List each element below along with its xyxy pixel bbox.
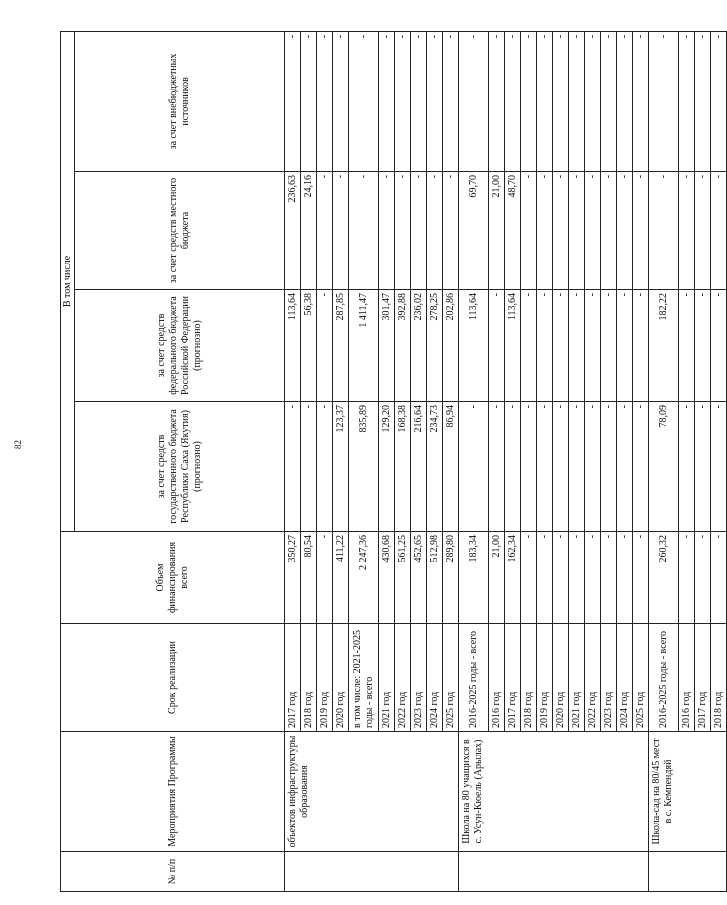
cell-republic-budget: - <box>617 402 633 532</box>
cell-extrabudgetary: - <box>505 31 521 171</box>
header-num: № п/п <box>61 852 285 892</box>
header-local-budget: за счет средств местного бюджета <box>75 172 285 290</box>
cell-total: - <box>617 532 633 624</box>
cell-federal-budget: - <box>601 290 617 402</box>
cell-local-budget: - <box>379 172 395 290</box>
cell-local-budget: 21,00 <box>489 172 505 290</box>
cell-total: 162,34 <box>505 532 521 624</box>
cell-extrabudgetary: - <box>649 31 679 171</box>
cell-republic-budget: - <box>585 402 601 532</box>
cell-total: - <box>553 532 569 624</box>
cell-extrabudgetary: - <box>427 31 443 171</box>
cell-local-budget: - <box>333 172 349 290</box>
cell-period: 2016-2025 годы - всего <box>649 624 679 732</box>
cell-total: - <box>569 532 585 624</box>
cell-total: - <box>695 532 711 624</box>
cell-period: в том числе: 2021-2025 годы - всего <box>349 624 379 732</box>
cell-total: - <box>711 532 727 624</box>
page-number: 82 <box>13 440 23 449</box>
cell-extrabudgetary: - <box>711 31 727 171</box>
cell-extrabudgetary: - <box>585 31 601 171</box>
cell-republic-budget: 123,37 <box>333 402 349 532</box>
cell-local-budget: - <box>537 172 553 290</box>
cell-period: 2022 год <box>395 624 411 732</box>
cell-period: 2020 год <box>333 624 349 732</box>
cell-total: - <box>317 532 333 624</box>
cell-period: 2022 год <box>585 624 601 732</box>
header-extrabudgetary: за счет внебюджетных источников <box>75 31 285 171</box>
cell-republic-budget: 216,64 <box>411 402 427 532</box>
cell-total: 452,65 <box>411 532 427 624</box>
cell-republic-budget: 168,38 <box>395 402 411 532</box>
header-republic-budget: за счет средств государственного бюджета Республики Саха (Якутия) (прогнозно) <box>75 402 285 532</box>
table-body <box>285 31 727 891</box>
cell-total: 411,22 <box>333 532 349 624</box>
table-header <box>61 31 285 891</box>
cell-republic-budget: - <box>711 402 727 532</box>
cell-federal-budget: 392,88 <box>395 290 411 402</box>
cell-total: 2 247,36 <box>349 532 379 624</box>
cell-extrabudgetary: - <box>317 31 333 171</box>
cell-local-budget: - <box>443 172 459 290</box>
cell-federal-budget: - <box>679 290 695 402</box>
cell-total: 183,34 <box>459 532 489 624</box>
cell-federal-budget: 182,22 <box>649 290 679 402</box>
cell-num <box>649 852 727 892</box>
cell-local-budget: - <box>411 172 427 290</box>
cell-federal-budget: - <box>521 290 537 402</box>
cell-federal-budget: - <box>489 290 505 402</box>
cell-extrabudgetary: - <box>569 31 585 171</box>
cell-period: 2016 год <box>679 624 695 732</box>
cell-local-budget: - <box>395 172 411 290</box>
cell-local-budget: 69,70 <box>459 172 489 290</box>
cell-republic-budget: - <box>285 402 301 532</box>
cell-total: 260,32 <box>649 532 679 624</box>
cell-local-budget: - <box>569 172 585 290</box>
cell-period: 2025 год <box>443 624 459 732</box>
cell-period: 2019 год <box>317 624 333 732</box>
cell-federal-budget: - <box>617 290 633 402</box>
cell-period: 2016-2025 годы - всего <box>459 624 489 732</box>
cell-federal-budget: 287,85 <box>333 290 349 402</box>
cell-republic-budget: - <box>521 402 537 532</box>
cell-extrabudgetary: - <box>617 31 633 171</box>
cell-local-budget: - <box>601 172 617 290</box>
cell-federal-budget: - <box>553 290 569 402</box>
header-period: Срок реализации <box>61 624 285 732</box>
cell-federal-budget: 301,47 <box>379 290 395 402</box>
cell-period: 2017 год <box>695 624 711 732</box>
cell-republic-budget: - <box>489 402 505 532</box>
cell-republic-budget: 78,09 <box>649 402 679 532</box>
cell-period: 2017 год <box>285 624 301 732</box>
cell-republic-budget: 129,20 <box>379 402 395 532</box>
cell-extrabudgetary: - <box>411 31 427 171</box>
cell-extrabudgetary: - <box>301 31 317 171</box>
cell-period: 2020 год <box>553 624 569 732</box>
cell-republic-budget: - <box>679 402 695 532</box>
cell-period: 2019 год <box>537 624 553 732</box>
cell-period: 2024 год <box>427 624 443 732</box>
cell-extrabudgetary: - <box>601 31 617 171</box>
cell-republic-budget: 234,73 <box>427 402 443 532</box>
cell-federal-budget: - <box>695 290 711 402</box>
cell-event: Школа-сад на 80/45 мест в с. Кемпендяй <box>649 732 727 852</box>
cell-local-budget: - <box>633 172 649 290</box>
cell-total: 350,27 <box>285 532 301 624</box>
cell-period: 2023 год <box>411 624 427 732</box>
cell-total: 80,54 <box>301 532 317 624</box>
cell-period: 2018 год <box>521 624 537 732</box>
cell-event: Школа на 80 учащихся в с. Усун-Кюель (Арылах) <box>459 732 649 852</box>
cell-extrabudgetary: - <box>537 31 553 171</box>
cell-republic-budget: - <box>537 402 553 532</box>
rotated-page-content <box>60 32 724 892</box>
cell-total: 512,98 <box>427 532 443 624</box>
cell-period: 2016 год <box>489 624 505 732</box>
cell-period: 2023 год <box>601 624 617 732</box>
cell-local-budget: - <box>585 172 601 290</box>
cell-local-budget: - <box>695 172 711 290</box>
cell-total: - <box>679 532 695 624</box>
cell-republic-budget: - <box>459 402 489 532</box>
cell-extrabudgetary: - <box>695 31 711 171</box>
cell-federal-budget: - <box>317 290 333 402</box>
cell-local-budget: - <box>649 172 679 290</box>
cell-total: - <box>633 532 649 624</box>
cell-federal-budget: 113,64 <box>459 290 489 402</box>
cell-federal-budget: 113,64 <box>285 290 301 402</box>
cell-extrabudgetary: - <box>443 31 459 171</box>
table-row <box>285 31 301 891</box>
cell-federal-budget: - <box>537 290 553 402</box>
cell-period: 2018 год <box>711 624 727 732</box>
cell-total: 21,00 <box>489 532 505 624</box>
cell-extrabudgetary: - <box>633 31 649 171</box>
cell-republic-budget: - <box>695 402 711 532</box>
cell-federal-budget: 278,25 <box>427 290 443 402</box>
cell-period: 2025 год <box>633 624 649 732</box>
cell-republic-budget: - <box>317 402 333 532</box>
cell-local-budget: - <box>617 172 633 290</box>
cell-local-budget: - <box>427 172 443 290</box>
cell-federal-budget: 236,02 <box>411 290 427 402</box>
cell-total: - <box>601 532 617 624</box>
cell-extrabudgetary: - <box>379 31 395 171</box>
header-total: Объем финансирования всего <box>61 532 285 624</box>
cell-republic-budget: - <box>301 402 317 532</box>
header-event: Мероприятия Программы <box>61 732 285 852</box>
cell-total: - <box>537 532 553 624</box>
cell-extrabudgetary: - <box>285 31 301 171</box>
cell-total: 430,68 <box>379 532 395 624</box>
cell-federal-budget: - <box>585 290 601 402</box>
cell-local-budget: - <box>349 172 379 290</box>
cell-extrabudgetary: - <box>521 31 537 171</box>
cell-extrabudgetary: - <box>553 31 569 171</box>
cell-local-budget: 48,70 <box>505 172 521 290</box>
cell-local-budget: - <box>317 172 333 290</box>
cell-republic-budget: 835,89 <box>349 402 379 532</box>
cell-period: 2024 год <box>617 624 633 732</box>
cell-local-budget: 236,63 <box>285 172 301 290</box>
cell-period: 2018 год <box>301 624 317 732</box>
cell-republic-budget: - <box>633 402 649 532</box>
cell-event: объектов инфраструктуры образования <box>285 732 459 852</box>
cell-republic-budget: - <box>505 402 521 532</box>
cell-republic-budget: - <box>601 402 617 532</box>
cell-local-budget: - <box>521 172 537 290</box>
cell-total: - <box>521 532 537 624</box>
cell-local-budget: - <box>679 172 695 290</box>
cell-period: 2021 год <box>569 624 585 732</box>
cell-total: 289,80 <box>443 532 459 624</box>
cell-period: 2017 год <box>505 624 521 732</box>
cell-total: - <box>585 532 601 624</box>
financing-table <box>60 31 727 892</box>
cell-republic-budget: 86,94 <box>443 402 459 532</box>
cell-local-budget: 24,16 <box>301 172 317 290</box>
cell-period: 2021 год <box>379 624 395 732</box>
cell-republic-budget: - <box>553 402 569 532</box>
cell-extrabudgetary: - <box>459 31 489 171</box>
table-row <box>459 31 489 891</box>
table-row <box>649 31 679 891</box>
header-including: В том числе <box>61 31 75 531</box>
cell-republic-budget: - <box>569 402 585 532</box>
cell-local-budget: - <box>711 172 727 290</box>
cell-federal-budget: - <box>633 290 649 402</box>
cell-extrabudgetary: - <box>333 31 349 171</box>
cell-num <box>285 852 459 892</box>
cell-federal-budget: 202,86 <box>443 290 459 402</box>
cell-federal-budget: 113,64 <box>505 290 521 402</box>
cell-local-budget: - <box>553 172 569 290</box>
cell-extrabudgetary: - <box>679 31 695 171</box>
cell-federal-budget: 56,38 <box>301 290 317 402</box>
cell-extrabudgetary: - <box>489 31 505 171</box>
cell-num <box>459 852 649 892</box>
cell-extrabudgetary: - <box>349 31 379 171</box>
cell-federal-budget: - <box>569 290 585 402</box>
cell-federal-budget: 1 411,47 <box>349 290 379 402</box>
header-federal-budget: за счет средств федерального бюджета Российской Федерации (прогнозно) <box>75 290 285 402</box>
cell-total: 561,25 <box>395 532 411 624</box>
cell-federal-budget: - <box>711 290 727 402</box>
cell-extrabudgetary: - <box>395 31 411 171</box>
